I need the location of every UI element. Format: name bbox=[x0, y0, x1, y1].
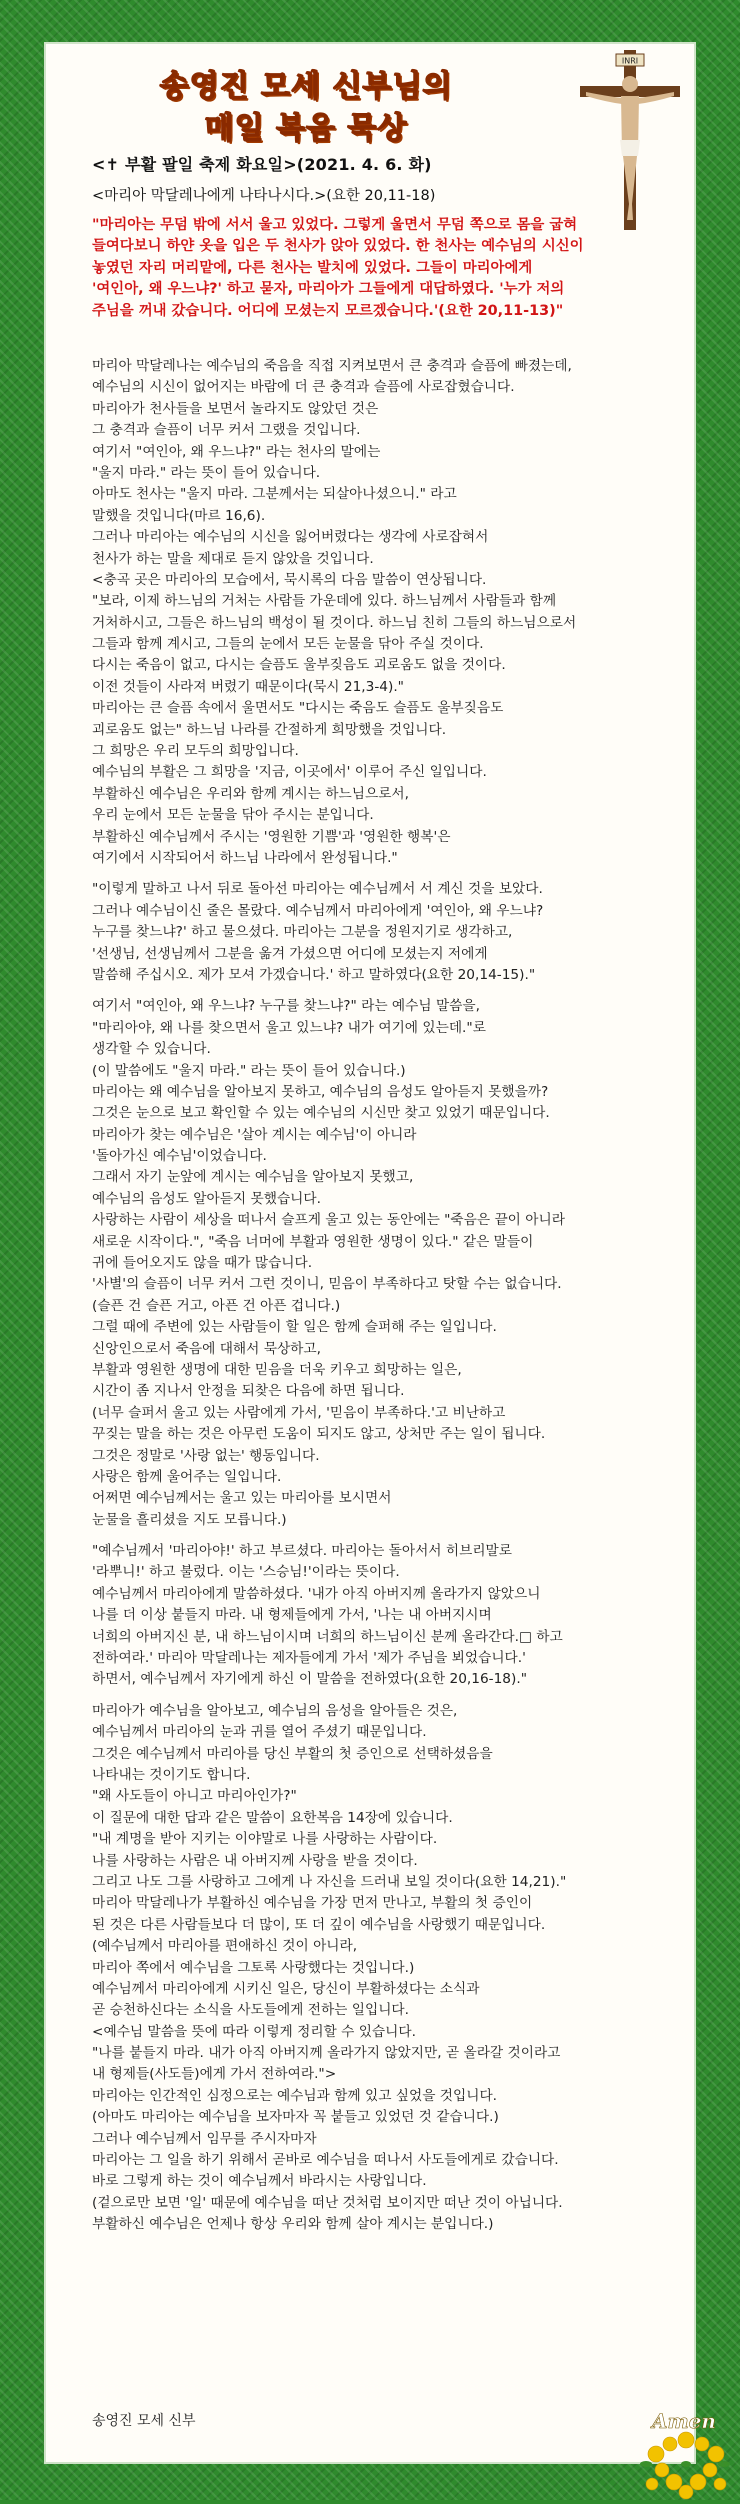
body-line: '돌아가신 예수님'이었습니다. bbox=[92, 1148, 267, 1165]
body-line: 아마도 천사는 "울지 마라. 그분께서는 되살아나셨으니." 라고 bbox=[92, 486, 457, 503]
body-line: 마리아는 인간적인 심정으로는 예수님과 함께 있고 싶었을 것입니다. bbox=[92, 2087, 498, 2104]
body-line: 여기서 "여인아, 왜 우느냐? 누구를 찾느냐?" 라는 예수님 말씀을, bbox=[92, 998, 480, 1015]
body-line: '사별'의 슬픔이 너무 커서 그런 것이니, 믿음이 부족하다고 탓할 수는 없습니다. bbox=[92, 1276, 562, 1293]
body-line: 말씀해 주십시오. 제가 모셔 가겠습니다.' 하고 말하였다(요한 20,14-15)." bbox=[92, 966, 536, 983]
body-line: 너희의 아버지신 분, 내 하느님이시며 너희의 하느님이신 분께 올라간다.□ 하고 bbox=[92, 1628, 563, 1645]
feast-header: <✝ 부활 팔일 축제 화요일>(2021. 4. 6. 화) bbox=[92, 155, 432, 174]
paragraph bbox=[92, 356, 672, 869]
body-line: (예수님께서 마리아를 편애하신 것이 아니라, bbox=[92, 1938, 358, 1955]
paragraph bbox=[92, 1541, 672, 1691]
quote-line: '여인아, 왜 우느냐?' 하고 묻자, 마리아가 그들에게 대답하였다. '누가 저의 bbox=[92, 281, 565, 298]
body-line: <충곡 곳은 마리아의 모습에서, 묵시록의 다음 말씀이 연상됩니다. bbox=[92, 571, 487, 588]
body-line: 말했을 것입니다(마르 16,6). bbox=[92, 507, 266, 524]
meditation-body bbox=[92, 356, 672, 2236]
body-line: 마리아는 큰 슬픔 속에서 울면서도 "다시는 죽음도 슬픔도 울부짖음도 bbox=[92, 700, 504, 717]
title-line-1: 송영진 모세 신부님의 bbox=[159, 69, 453, 104]
body-line: 그래서 자기 눈앞에 계시는 예수님을 알아보지 못했고, bbox=[92, 1169, 414, 1186]
body-line: "마리아야, 왜 나를 찾으면서 울고 있느냐? 내가 여기에 있는데."로 bbox=[92, 1019, 486, 1036]
quote-line: 주님을 꺼내 갔습니다. 어디에 모셨는지 모르겠습니다.'(요한 20,11-13)" bbox=[92, 302, 564, 319]
meditation-page bbox=[46, 44, 716, 2462]
body-line: 시간이 좀 지나서 안정을 되찾은 다음에 하면 됩니다. bbox=[92, 1383, 405, 1400]
body-line: '선생님, 선생님께서 그분을 옮겨 가셨으면 어디에 모셨는지 저에게 bbox=[92, 945, 488, 962]
body-line: 이 질문에 대한 답과 같은 말씀이 요한복음 14장에 있습니다. bbox=[92, 1809, 453, 1826]
body-line: 마리아는 그 일을 하기 위해서 곧바로 예수님을 떠나서 사도들에게로 갔습니다. bbox=[92, 2152, 559, 2169]
paragraph bbox=[92, 996, 672, 1531]
body-line: 내 형제들(사도들)에게 가서 전하여라."> bbox=[92, 2066, 337, 2083]
body-line: 마리아 막달레나는 예수님의 죽음을 직접 지켜보면서 큰 충격과 슬픔에 빠졌는데, bbox=[92, 358, 572, 374]
body-line: 된 것은 다른 사람들보다 더 많이, 또 더 깊이 예수님을 사랑했기 때문입니다. bbox=[92, 1916, 546, 1933]
body-line: 그러나 예수님이신 줄은 몰랐다. 예수님께서 마리아에게 '여인아, 왜 우느냐? bbox=[92, 902, 544, 919]
body-line: (아마도 마리아는 예수님을 보자마자 꼭 붙들고 있었던 것 같습니다.) bbox=[92, 2109, 499, 2126]
body-line: (이 말씀에도 "울지 마라." 라는 뜻이 들어 있습니다.) bbox=[92, 1062, 406, 1079]
body-line: 사랑은 함께 울어주는 일입니다. bbox=[92, 1468, 282, 1485]
body-line: 부활과 영원한 생명에 대한 믿음을 더욱 키우고 희망하는 일은, bbox=[92, 1361, 462, 1378]
body-line: 귀에 들어오지도 않을 때가 많습니다. bbox=[92, 1255, 313, 1272]
body-line: (슬픈 건 슬픈 거고, 아픈 건 아픈 겁니다.) bbox=[92, 1297, 341, 1314]
body-line: 그러나 마리아는 예수님의 시신을 잃어버렸다는 생각에 사로잡혀서 bbox=[92, 529, 489, 546]
inri-label: INRI bbox=[621, 56, 639, 66]
body-line: 부활하신 예수님은 언제나 항상 우리와 함께 살아 계시는 분입니다.) bbox=[92, 2216, 494, 2233]
body-line: 그럴 때에 주변에 있는 사람들이 할 일은 함께 슬퍼해 주는 일입니다. bbox=[92, 1319, 497, 1336]
body-line: (겉으로만 보면 '일' 때문에 예수님을 떠난 것처럼 보이지만 떠난 것이 아닙니다. bbox=[92, 2194, 563, 2211]
body-line: 이전 것들이 사라져 버렸기 때문이다(묵시 21,3-4)." bbox=[92, 678, 404, 695]
body-line: 괴로움도 없는" 하느님 나라를 간절하게 희망했을 것입니다. bbox=[92, 721, 447, 738]
body-line: 예수님께서 마리아에게 시키신 일은, 당신이 부활하셨다는 소식과 bbox=[92, 1980, 480, 1997]
body-line: "나를 붙들지 마라. 내가 아직 아버지께 올라가지 않았지만, 곧 올라갈 것이라고 bbox=[92, 2045, 561, 2062]
paragraph-gap bbox=[92, 1691, 672, 1701]
body-line: 곧 승천하신다는 소식을 사도들에게 전하는 일입니다. bbox=[92, 2002, 409, 2019]
body-line: 신앙인으로서 죽음에 대해서 묵상하고, bbox=[92, 1340, 321, 1357]
body-line: 우리 눈에서 모든 눈물을 닦아 주시는 분입니다. bbox=[92, 807, 374, 824]
title-banner bbox=[106, 66, 506, 150]
body-line: 마리아는 왜 예수님을 알아보지 못하고, 예수님의 음성도 알아듣지 못했을까? bbox=[92, 1083, 549, 1100]
body-line: 바로 그렇게 하는 것이 예수님께서 바라시는 사랑입니다. bbox=[92, 2173, 427, 2190]
body-line: 마리아가 천사들을 보면서 놀라지도 않았던 것은 bbox=[92, 400, 379, 417]
body-line: 전하여라.' 마리아 막달레나는 제자들에게 가서 '제가 주님을 뵈었습니다.' bbox=[92, 1650, 526, 1667]
body-line: <예수님 말씀을 뜻에 따라 이렇게 정리할 수 있습니다. bbox=[92, 2023, 416, 2040]
paragraph-gap bbox=[92, 1531, 672, 1541]
body-line: 부활하신 예수님은 우리와 함께 계시는 하느님으로서, bbox=[92, 785, 409, 802]
body-line: 어쩌면 예수님께서는 울고 있는 마리아를 보시면서 bbox=[92, 1490, 392, 1507]
body-line: 꾸짖는 말을 하는 것은 아무런 도움이 되지도 않고, 상처만 주는 일이 됩니다. bbox=[92, 1426, 546, 1443]
body-line: 그리고 나도 그를 사랑하고 그에게 나 자신을 드러내 보일 것이다(요한 14,21)." bbox=[92, 1873, 567, 1890]
body-line: 생각할 수 있습니다. bbox=[92, 1041, 211, 1058]
body-line: "왜 사도들이 아니고 마리아인가?" bbox=[92, 1788, 297, 1805]
body-line: 마리아가 찾는 예수님은 '살아 계시는 예수님'이 아니라 bbox=[92, 1126, 417, 1143]
body-line: 하면서, 예수님께서 자기에게 하신 이 말씀을 전하였다(요한 20,16-18)." bbox=[92, 1671, 528, 1688]
paragraph-gap bbox=[92, 986, 672, 996]
title-line-2: 매일 복음 묵상 bbox=[204, 111, 408, 146]
paragraph bbox=[92, 1701, 672, 2236]
body-line: 그 충격과 슬픔이 너무 커서 그랬을 것입니다. bbox=[92, 422, 361, 439]
body-line: 사랑하는 사람이 세상을 떠나서 슬프게 울고 있는 동안에는 "죽음은 끝이 아니라 bbox=[92, 1212, 565, 1229]
paragraph-gap bbox=[92, 869, 672, 879]
body-line: 나타내는 것이기도 합니다. bbox=[92, 1767, 251, 1783]
body-line: (너무 슬퍼서 울고 있는 사람에게 가서, '믿음이 부족하다.'고 비난하고 bbox=[92, 1404, 506, 1421]
body-line: "예수님께서 '마리아야!' 하고 부르셨다. 마리아는 돌아서서 히브리말로 bbox=[92, 1543, 512, 1560]
body-line: 거처하시고, 그들은 하느님의 백성이 될 것이다. 하느님 친히 그들의 하느님으로서 bbox=[92, 614, 577, 631]
body-line: 여기에서 시작되어서 하느님 나라에서 완성됩니다." bbox=[92, 849, 398, 866]
quote-line: 놓였던 자리 머리맡에, 다른 천사는 발치에 있었다. 그들이 마리아에게 bbox=[92, 259, 533, 276]
body-line: 그것은 예수님께서 마리아를 당신 부활의 첫 증인으로 선택하셨음을 bbox=[92, 1745, 493, 1762]
body-line: 새로운 시작이다.", "죽음 너머에 부활과 영원한 생명이 있다." 같은 말들이 bbox=[92, 1233, 534, 1250]
body-line: 예수님께서 마리아에게 말씀하셨다. '내가 아직 아버지께 올라가지 않았으니 bbox=[92, 1585, 541, 1602]
body-line: 그것은 정말로 '사랑 없는' 행동입니다. bbox=[92, 1447, 320, 1464]
amen-label: Amen bbox=[652, 2409, 716, 2433]
body-line: 그러나 예수님께서 임무를 주시자마자 bbox=[92, 2130, 317, 2147]
amen-flower-icon bbox=[636, 2394, 732, 2504]
body-line: 천사가 하는 말을 제대로 듣지 않았을 것입니다. bbox=[92, 550, 374, 567]
body-line: 부활하신 예수님께서 주시는 '영원한 기쁨'과 '영원한 행복'은 bbox=[92, 828, 451, 845]
body-line: 마리아 막달레나가 부활하신 예수님을 가장 먼저 만나고, 부활의 첫 증인이 bbox=[92, 1895, 533, 1912]
crucifix-icon bbox=[566, 44, 694, 234]
body-line: 여기서 "여인아, 왜 우느냐?" 라는 천사의 말에는 bbox=[92, 443, 381, 460]
body-line: 예수님의 음성도 알아듣지 못했습니다. bbox=[92, 1190, 321, 1207]
body-line: "내 계명을 받아 지키는 이야말로 나를 사랑하는 사람이다. bbox=[92, 1831, 438, 1848]
gospel-reference: <마리아 막달레나에게 나타나시다.>(요한 20,11-18) bbox=[92, 188, 436, 204]
body-line: 누구를 찾느냐?' 하고 물으셨다. 마리아는 그분을 정원지기로 생각하고, bbox=[92, 924, 513, 941]
body-line: '라뿌니!' 하고 불렀다. 이는 '스승님!'이라는 뜻이다. bbox=[92, 1564, 400, 1581]
body-line: 다시는 죽음이 없고, 다시는 슬픔도 울부짖음도 괴로움도 없을 것이다. bbox=[92, 657, 506, 674]
quote-line: 들여다보니 하얀 옷을 입은 두 천사가 앉아 있었다. 한 천사는 예수님의 시신이 bbox=[92, 238, 584, 255]
paragraph bbox=[92, 879, 672, 986]
body-line: "보라, 이제 하느님의 거처는 사람들 가운데에 있다. 하느님께서 사람들과 함께 bbox=[92, 593, 557, 610]
gospel-quote bbox=[92, 214, 662, 321]
body-line: "이렇게 말하고 나서 뒤로 돌아선 마리아는 예수님께서 서 계신 것을 보았다. bbox=[92, 881, 543, 898]
body-line: "울지 마라." 라는 뜻이 들어 있습니다. bbox=[92, 464, 321, 481]
body-line: 그것은 눈으로 보고 확인할 수 있는 예수님의 시신만 찾고 있었기 때문입니다. bbox=[92, 1105, 550, 1122]
body-line: 마리아 쪽에서 예수님을 그토록 사랑했다는 것입니다.) bbox=[92, 1959, 415, 1976]
body-line: 눈물을 흘리셨을 지도 모릅니다.) bbox=[92, 1511, 287, 1528]
body-line: 나를 더 이상 붙들지 마라. 내 형제들에게 가서, '나는 내 아버지시며 bbox=[92, 1607, 492, 1624]
body-line: 예수님의 부활은 그 희망을 '지금, 이곳에서' 이루어 주신 일입니다. bbox=[92, 764, 487, 781]
body-line: 예수님께서 마리아의 눈과 귀를 열어 주셨기 때문입니다. bbox=[92, 1724, 427, 1741]
body-line: 마리아가 예수님을 알아보고, 예수님의 음성을 알아들은 것은, bbox=[92, 1702, 458, 1719]
body-line: 그 희망은 우리 모두의 희망입니다. bbox=[92, 743, 299, 760]
quote-line: "마리아는 무덤 밖에 서서 울고 있었다. 그렇게 울면서 무덤 쪽으로 몸을 굽혀 bbox=[92, 217, 578, 233]
body-line: 그들과 함께 계시고, 그들의 눈에서 모든 눈물을 닦아 주실 것이다. bbox=[92, 636, 484, 653]
signature: 송영진 모세 신부 bbox=[92, 2413, 196, 2429]
body-line: 예수님의 시신이 없어지는 바람에 더 큰 충격과 슬픔에 사로잡혔습니다. bbox=[92, 379, 515, 396]
body-line: 나를 사랑하는 사람은 내 아버지께 사랑을 받을 것이다. bbox=[92, 1852, 418, 1869]
